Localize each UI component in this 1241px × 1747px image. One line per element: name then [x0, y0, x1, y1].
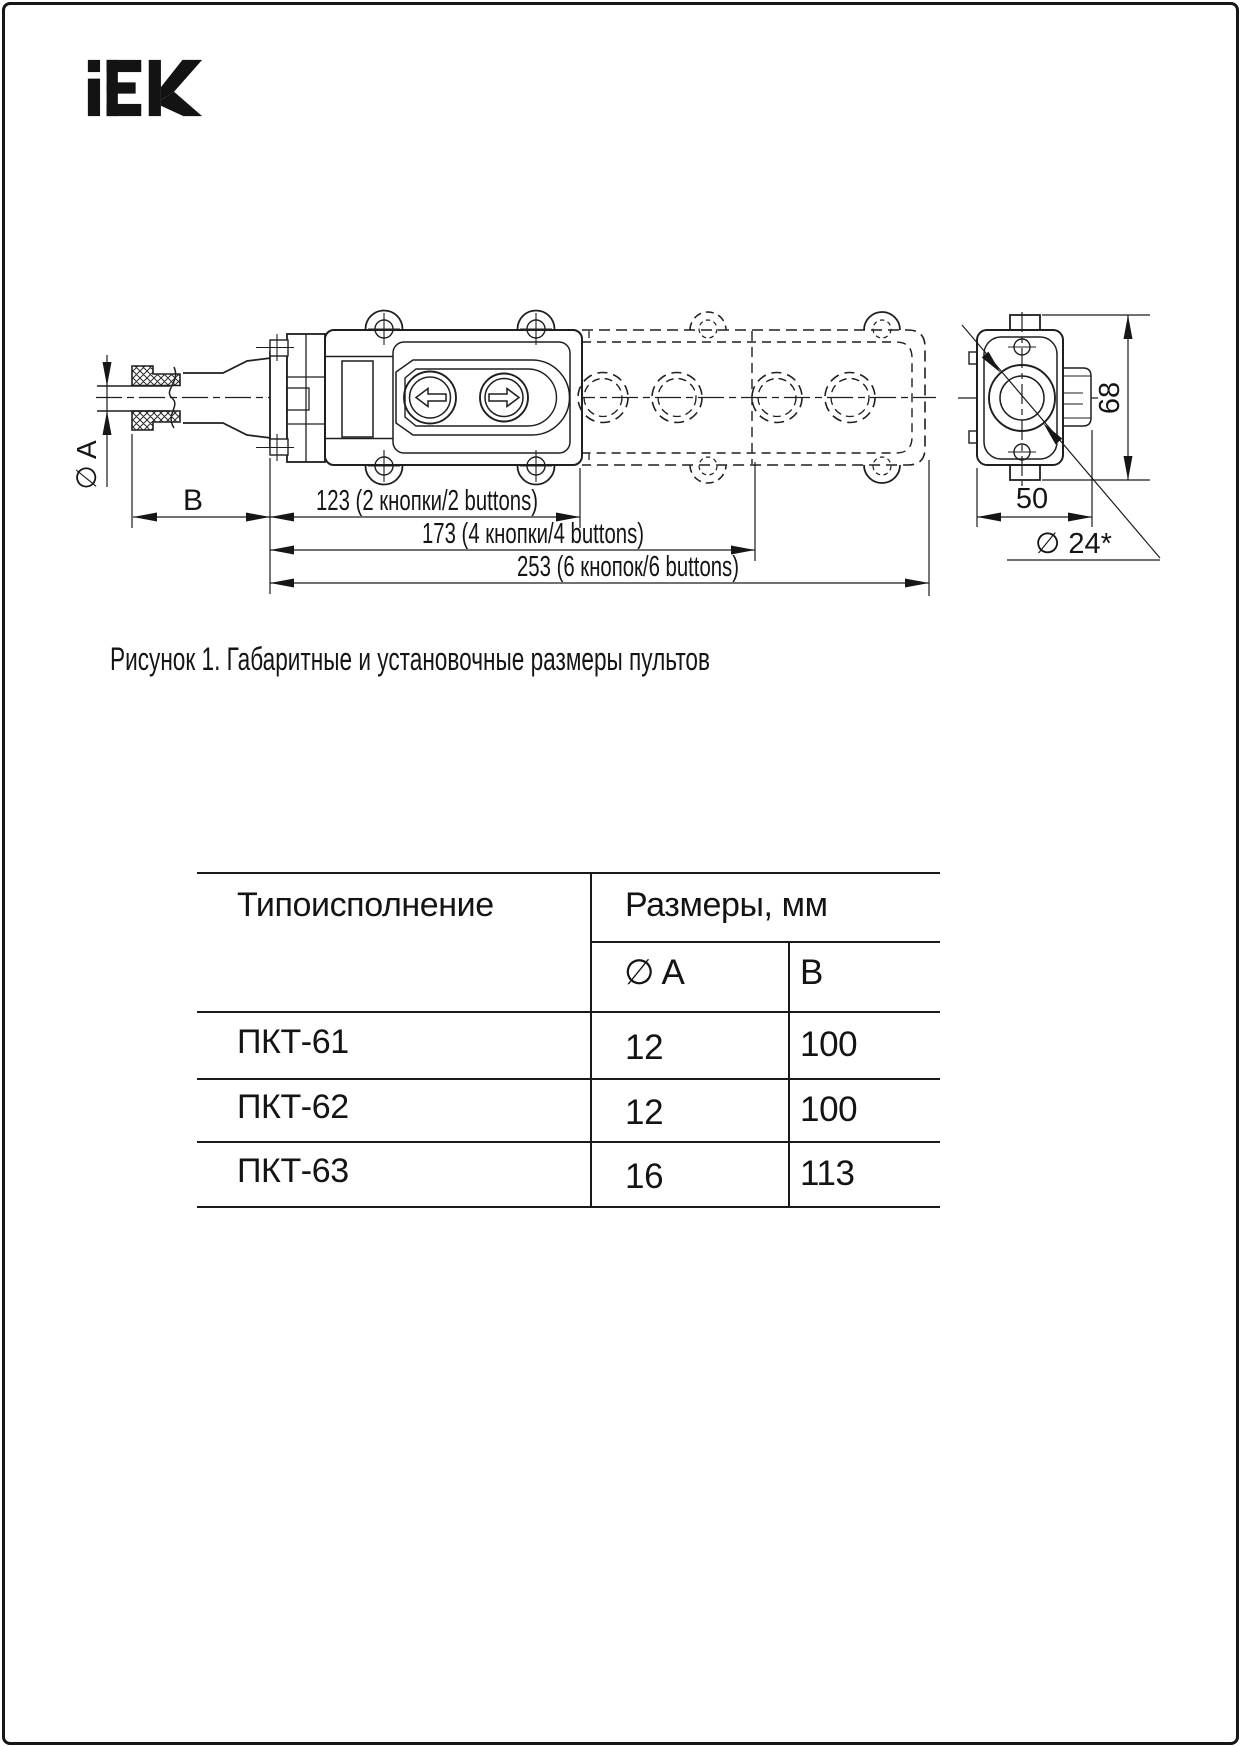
- table-row-type: ПКТ-62: [237, 1088, 349, 1126]
- table-divider-2: [788, 941, 790, 1206]
- logo-i-stem: [88, 79, 100, 116]
- table-row-dia: 16: [625, 1157, 664, 1196]
- table-subheader-b: В: [800, 953, 823, 992]
- table-rule-under-header: [197, 1011, 940, 1013]
- dim-label-253: 253 (6 кнопок/6 buttons): [517, 551, 739, 583]
- table-subheader-dia-a: ∅ A: [624, 953, 685, 992]
- dim-label-123: 123 (2 кнопки/2 buttons): [316, 485, 538, 517]
- boot-outline-bottom: [183, 423, 271, 438]
- table-row-b: 113: [800, 1154, 855, 1193]
- table-border-top: [197, 872, 940, 874]
- table-divider-1: [590, 872, 592, 1206]
- logo-letter-e: [107, 60, 142, 116]
- table-header-type: Типоисполнение: [237, 886, 494, 924]
- dim-label-50: 50: [1015, 483, 1049, 515]
- dim-label-b: B: [182, 484, 204, 517]
- dim-label-173: 173 (4 кнопки/4 buttons): [422, 518, 644, 550]
- table-rule-row1: [197, 1078, 940, 1080]
- table-rule-under-sizes: [590, 941, 940, 943]
- table-row-dia: 12: [625, 1093, 664, 1132]
- iek-logo: [86, 58, 204, 118]
- table-row-b: 100: [800, 1025, 858, 1064]
- table-rule-row2: [197, 1141, 940, 1143]
- boss-top: [1010, 315, 1040, 331]
- dim-label-dia-a: ∅ A: [71, 440, 102, 490]
- logo-i-dot: [88, 60, 100, 72]
- table-row-b: 100: [800, 1090, 858, 1129]
- figure-caption: Рисунок 1. Габаритные и установочные размеры пультов: [110, 641, 710, 677]
- logo-letter-k: [149, 60, 202, 116]
- collar-ring-a: [270, 352, 287, 446]
- table-row-dia: 12: [625, 1028, 664, 1067]
- dim-label-dia24: ∅ 24*: [1035, 528, 1112, 560]
- dim-label-68: 68: [1094, 381, 1126, 415]
- technical-drawing: [0, 278, 1241, 688]
- side-right-profile: [1063, 368, 1091, 426]
- table-row-type: ПКТ-61: [237, 1023, 349, 1061]
- boss-bottom: [1010, 464, 1040, 480]
- table-header-sizes: Размеры, мм: [625, 886, 828, 924]
- housing-body: [325, 330, 582, 465]
- cable-gland-hatch-top: [132, 366, 180, 386]
- cable-outline: [97, 386, 170, 411]
- pendant-front-view: [96, 311, 936, 485]
- extension-dashed-buttons: [578, 373, 875, 423]
- boot-outline-top: [183, 358, 271, 373]
- table-row-type: ПКТ-63: [237, 1152, 349, 1190]
- table-border-bottom: [197, 1206, 940, 1208]
